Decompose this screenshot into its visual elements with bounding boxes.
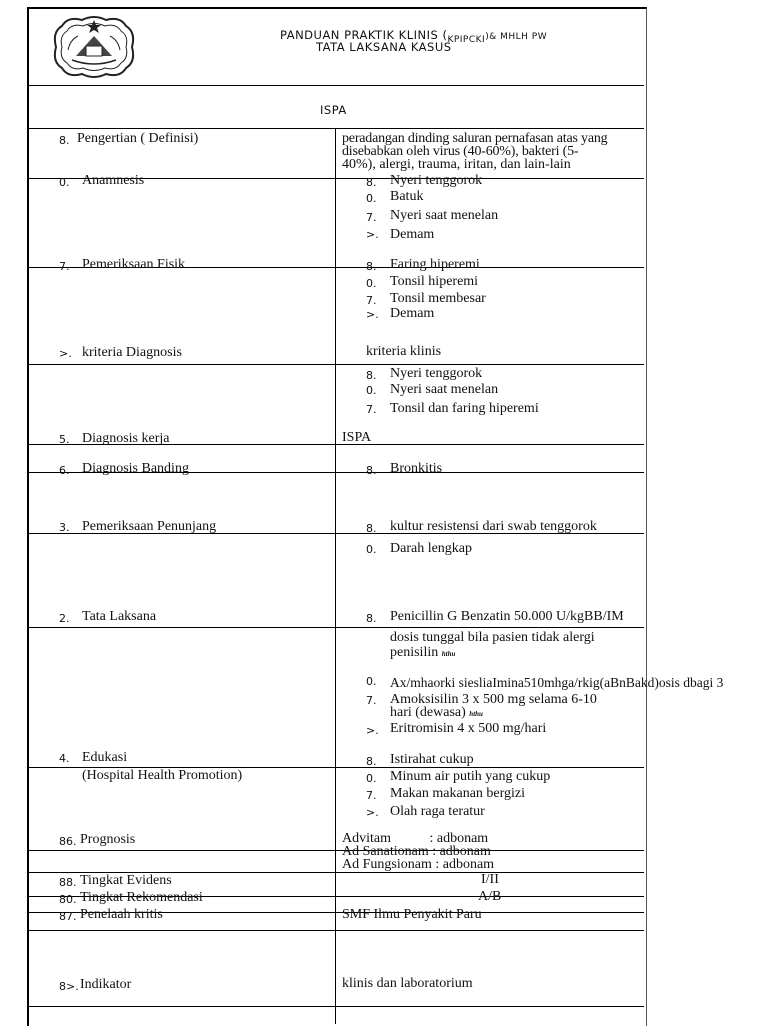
list-number: >.: [366, 228, 379, 241]
list-number: 7.: [366, 694, 377, 707]
list-number: 0.: [366, 277, 377, 290]
prognosis-line-3: Ad Fungsionam : adbonam: [342, 857, 495, 872]
list-item: Penicillin G Benzatin 50.000 U/kgBB/IM: [390, 609, 624, 624]
list-item: Bronkitis: [390, 461, 443, 476]
section-title: ISPA: [320, 103, 347, 117]
list-number: 0.: [366, 675, 377, 688]
prognosis-line-1: Advitam : adbonam: [342, 831, 489, 846]
definisi-line-2: disebabkan oleh virus (40-60%), bakteri (5-: [342, 144, 579, 159]
list-item: Tonsil dan faring hiperemi: [390, 401, 539, 416]
list-number: 8.: [366, 260, 377, 273]
penelaah-value: SMF Ilmu Penyakit Paru: [342, 907, 482, 922]
row-number: 86.: [59, 835, 77, 848]
list-number: 0.: [366, 192, 377, 205]
list-item: Makan makanan bergizi: [390, 786, 526, 801]
list-number: 0.: [366, 384, 377, 397]
list-item: Demam: [390, 306, 435, 321]
label-anamnesis: Anamnesis: [82, 173, 145, 188]
list-item-continuation: [390, 645, 455, 662]
list-item: Olah raga teratur: [390, 804, 485, 819]
list-item: Nyeri saat menelan: [390, 208, 499, 223]
label-laksana: Tata Laksana: [82, 609, 157, 624]
list-item: Tonsil hiperemi: [390, 274, 479, 289]
row-number: 80.: [59, 893, 77, 906]
label-banding: Diagnosis Banding: [82, 461, 189, 476]
label-penelaah: Penelaah kritis: [80, 907, 163, 922]
list-number: 8.: [366, 755, 377, 768]
row-number: 6.: [59, 464, 70, 477]
label-rekomendasi: Tingkat Rekomendasi: [80, 890, 203, 905]
row-number: 87.: [59, 910, 77, 923]
footnote-tag: hthu: [441, 650, 456, 658]
list-item: Faring hiperemi: [390, 257, 480, 272]
title-tail: )& MHLH PW: [485, 32, 548, 42]
row-number: 7.: [59, 260, 70, 273]
row-number: 8.: [59, 134, 70, 147]
prognosis-line-2: Ad Sanationam : adbonam: [342, 844, 491, 859]
list-number: 8.: [366, 464, 377, 477]
list-number: 0.: [366, 543, 377, 556]
kriteria-head: kriteria klinis: [366, 344, 442, 359]
list-item: Minum air putih yang cukup: [390, 769, 551, 784]
list-number: 8.: [366, 369, 377, 382]
row-number: 0.: [59, 176, 70, 189]
definisi-line-1: peradangan dinding saluran pernafasan atas yang: [342, 131, 608, 146]
row-number: 5.: [59, 433, 70, 446]
footnote-tag: hthu: [469, 710, 483, 718]
title-code: KPIPCKI: [447, 35, 486, 45]
list-item: Nyeri tenggorok: [390, 366, 483, 381]
list-number: 7.: [366, 789, 377, 802]
label-fisik: Pemeriksaan Fisik: [82, 257, 186, 272]
list-number: >.: [366, 724, 379, 737]
list-item: Nyeri tenggorok: [390, 173, 483, 188]
list-item: Darah lengkap: [390, 541, 473, 556]
evidens-value: I/II: [481, 872, 499, 887]
list-item: Amoksisilin 3 x 500 mg selama 6-10: [390, 692, 597, 707]
list-item-continuation: [390, 705, 483, 722]
list-number: 8.: [366, 612, 377, 625]
label-penunjang: Pemeriksaan Penunjang: [82, 519, 217, 534]
row-number: 88.: [59, 876, 77, 889]
list-item: kultur resistensi dari swab tenggorok: [390, 519, 597, 534]
indikator-value: klinis dan laboratorium: [342, 976, 473, 991]
list-number: 8.: [366, 176, 377, 189]
list-item-continuation: dosis tunggal bila pasien tidak alergi: [390, 630, 595, 645]
label-prognosis: Prognosis: [80, 832, 136, 847]
row-number: 3.: [59, 521, 70, 534]
list-item: Nyeri saat menelan: [390, 382, 499, 397]
continuation-text: penisilin: [390, 645, 439, 660]
continuation-text: hari (dewasa): [390, 705, 466, 720]
label-evidens: Tingkat Evidens: [80, 873, 172, 888]
list-item: Batuk: [390, 189, 424, 204]
title-line-2: TATA LAKSANA KASUS: [316, 40, 452, 54]
label-edukasi-sub: (Hospital Health Promotion): [82, 768, 243, 783]
row-number: 4.: [59, 752, 70, 765]
label-indikator: Indikator: [80, 977, 132, 992]
row-number: 2.: [59, 612, 70, 625]
title-line-1: PANDUAN PRAKTIK KLINIS (: [280, 28, 448, 42]
list-number: 7.: [366, 294, 377, 307]
list-item: Demam: [390, 227, 435, 242]
list-number: >.: [366, 806, 379, 819]
label-edukasi: Edukasi: [82, 750, 128, 765]
list-item: Eritromisin 4 x 500 mg/hari: [390, 721, 547, 736]
list-number: 8.: [366, 522, 377, 535]
definisi-line-3: 40%), alergi, trauma, iritan, dan lain-lain: [342, 157, 571, 172]
list-number: 0.: [366, 772, 377, 785]
list-number: 7.: [366, 211, 377, 224]
hospital-logo: [48, 12, 140, 82]
list-number: >.: [366, 308, 379, 321]
list-item: Ax/mhaorki siesliaImina510mhga/rkig(aBnBakd)osis dbagi 3: [390, 675, 724, 690]
label-definisi: Pengertian ( Definisi): [77, 131, 199, 146]
row-number: >.: [59, 347, 72, 360]
label-kerja: Diagnosis kerja: [82, 431, 170, 446]
rekomendasi-value: A/B: [478, 889, 502, 904]
label-kriteria: kriteria Diagnosis: [82, 345, 182, 360]
list-number: 7.: [366, 403, 377, 416]
kerja-value: ISPA: [342, 430, 372, 445]
list-item: Istirahat cukup: [390, 752, 474, 767]
list-item: Tonsil membesar: [390, 291, 486, 306]
row-number: 8>.: [59, 980, 79, 993]
